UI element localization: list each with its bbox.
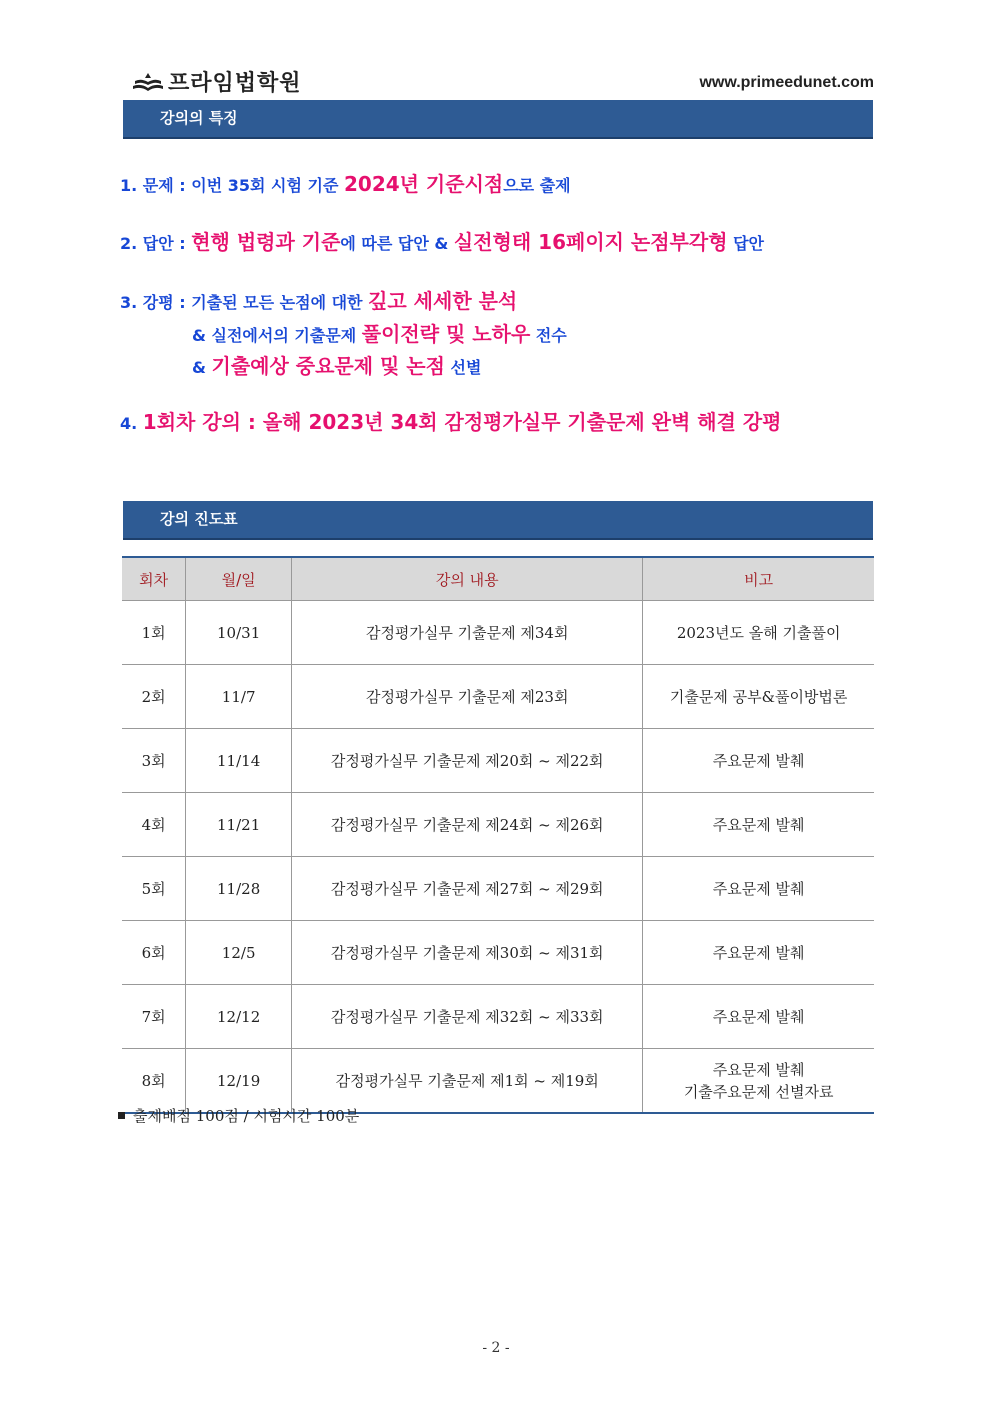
remarks-line: 주요문제 발췌 bbox=[712, 943, 805, 962]
cell-content: 감정평가실무 기출문제 제30회 ~ 제31회 bbox=[292, 921, 643, 985]
schedule-table bbox=[122, 556, 874, 1114]
feature-2-text: 2. 답안 : bbox=[120, 234, 192, 253]
table-row bbox=[122, 729, 874, 793]
feature-2-text-mid: 에 따른 답안 & bbox=[340, 234, 454, 253]
feature-3c-highlight: 기출예상 중요문제 및 논점 bbox=[211, 354, 445, 378]
cell-session: 1회 bbox=[122, 601, 186, 665]
site-url[interactable]: www.primeedunet.com bbox=[699, 74, 874, 91]
square-bullet-icon bbox=[118, 1112, 125, 1119]
col-header-session: 회차 bbox=[122, 557, 186, 601]
table-row bbox=[122, 921, 874, 985]
remarks-line: 주요문제 발췌 bbox=[712, 751, 805, 770]
cell-remarks bbox=[643, 601, 874, 665]
col-header-remarks: 비고 bbox=[643, 557, 874, 601]
cell-date: 11/28 bbox=[186, 857, 292, 921]
remarks-line: 주요문제 발췌 bbox=[712, 815, 805, 834]
cell-content: 감정평가실무 기출문제 제32회 ~ 제33회 bbox=[292, 985, 643, 1049]
remarks-line: 주요문제 발췌 bbox=[712, 1007, 805, 1026]
cell-session: 7회 bbox=[122, 985, 186, 1049]
feature-2 bbox=[120, 226, 764, 255]
cell-remarks bbox=[643, 985, 874, 1049]
cell-session: 2회 bbox=[122, 665, 186, 729]
table-row bbox=[122, 793, 874, 857]
footnote bbox=[118, 1105, 359, 1126]
cell-date: 11/14 bbox=[186, 729, 292, 793]
cell-date: 12/12 bbox=[186, 985, 292, 1049]
cell-remarks bbox=[643, 793, 874, 857]
book-icon bbox=[132, 69, 164, 95]
table-row bbox=[122, 601, 874, 665]
remarks-line: 주요문제 발췌 bbox=[712, 879, 805, 898]
page-number: - 2 - bbox=[482, 1340, 510, 1356]
table-header-row bbox=[122, 557, 874, 601]
section-title-schedule: 강의 진도표 bbox=[123, 501, 873, 538]
cell-remarks bbox=[643, 665, 874, 729]
logo bbox=[132, 66, 302, 97]
feature-1-text: 1. 문제 : 이번 35회 시험 기준 bbox=[120, 176, 344, 195]
feature-3b-text: & 실전에서의 기출문제 bbox=[192, 326, 362, 345]
feature-3 bbox=[120, 285, 517, 314]
col-header-content: 강의 내용 bbox=[292, 557, 643, 601]
feature-1 bbox=[120, 168, 571, 197]
cell-content: 감정평가실무 기출문제 제27회 ~ 제29회 bbox=[292, 857, 643, 921]
table-row bbox=[122, 1049, 874, 1114]
feature-3-line-2 bbox=[192, 318, 567, 347]
feature-4-highlight: 1회차 강의 : 올해 2023년 34회 감정평가실무 기출문제 완벽 해결 강평 bbox=[142, 410, 782, 434]
remarks-line: 2023년도 올해 기출풀이 bbox=[676, 623, 841, 642]
section-title-features: 강의의 특징 bbox=[123, 100, 873, 137]
cell-content: 감정평가실무 기출문제 제34회 bbox=[292, 601, 643, 665]
feature-3b-highlight: 풀이전략 및 노하우 bbox=[361, 322, 531, 346]
feature-3-highlight: 깊고 세세한 분석 bbox=[368, 289, 518, 313]
cell-content: 감정평가실무 기출문제 제24회 ~ 제26회 bbox=[292, 793, 643, 857]
cell-content: 감정평가실무 기출문제 제1회 ~ 제19회 bbox=[292, 1049, 643, 1114]
feature-1-highlight: 2024년 기준시점 bbox=[343, 172, 504, 196]
feature-3-text: 3. 강평 : 기출된 모든 논점에 대한 bbox=[120, 293, 369, 312]
feature-3c-text: & bbox=[192, 358, 212, 377]
cell-date: 12/19 bbox=[186, 1049, 292, 1114]
table-row bbox=[122, 857, 874, 921]
remarks-line-2: 기출주요문제 선별자료 bbox=[683, 1082, 834, 1101]
feature-3c-text-end: 선별 bbox=[444, 358, 482, 377]
col-header-date: 월/일 bbox=[186, 557, 292, 601]
cell-session: 8회 bbox=[122, 1049, 186, 1114]
feature-2-text-end: 답안 bbox=[727, 234, 765, 253]
feature-4 bbox=[120, 406, 782, 435]
cell-session: 4회 bbox=[122, 793, 186, 857]
feature-2-highlight-1: 현행 법령과 기준 bbox=[191, 230, 341, 254]
remarks-line: 기출문제 공부&풀이방법론 bbox=[669, 687, 848, 706]
footnote-text: 출제배점 100점 / 시험시간 100분 bbox=[133, 1107, 360, 1125]
table-row bbox=[122, 985, 874, 1049]
remarks-line: 주요문제 발췌 bbox=[712, 1060, 805, 1079]
cell-remarks bbox=[643, 729, 874, 793]
feature-2-highlight-2: 실전형태 16페이지 논점부각형 bbox=[453, 230, 728, 254]
feature-1-text-end: 으로 출제 bbox=[503, 176, 571, 195]
table-row bbox=[122, 665, 874, 729]
cell-remarks bbox=[643, 921, 874, 985]
cell-date: 10/31 bbox=[186, 601, 292, 665]
feature-4-number: 4. bbox=[120, 414, 143, 433]
feature-3-line-3 bbox=[192, 350, 481, 379]
feature-3b-text-end: 전수 bbox=[530, 326, 567, 345]
cell-date: 11/21 bbox=[186, 793, 292, 857]
cell-session: 5회 bbox=[122, 857, 186, 921]
cell-session: 3회 bbox=[122, 729, 186, 793]
cell-content: 감정평가실무 기출문제 제20회 ~ 제22회 bbox=[292, 729, 643, 793]
cell-remarks bbox=[643, 1049, 874, 1114]
cell-content: 감정평가실무 기출문제 제23회 bbox=[292, 665, 643, 729]
logo-text: 프라임법학원 bbox=[168, 70, 302, 96]
page-header bbox=[122, 64, 874, 100]
cell-session: 6회 bbox=[122, 921, 186, 985]
cell-remarks bbox=[643, 857, 874, 921]
cell-date: 12/5 bbox=[186, 921, 292, 985]
cell-date: 11/7 bbox=[186, 665, 292, 729]
